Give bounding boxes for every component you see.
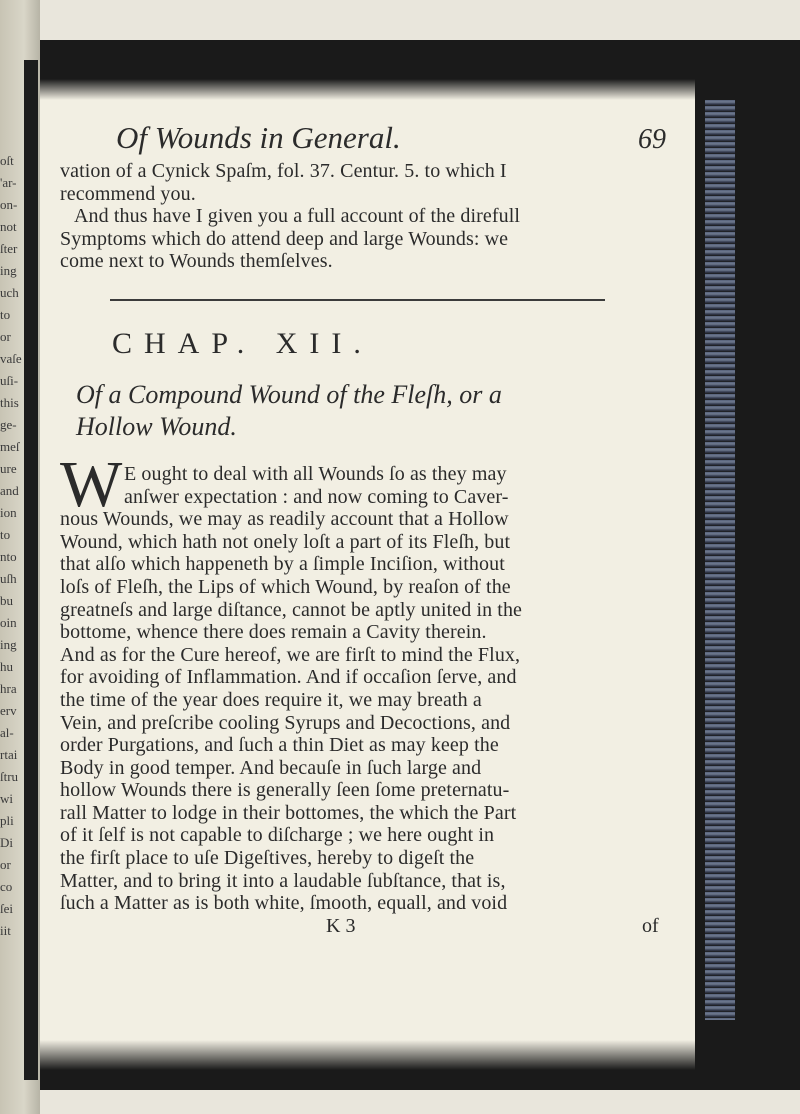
text-line: E ought to deal with all Wounds ſo as they may xyxy=(124,462,507,485)
chapter-heading: CHAP. XII. xyxy=(112,326,373,360)
chapter-title xyxy=(76,379,700,443)
facing-page-fragment: pli xyxy=(0,813,14,828)
page-number: 69 xyxy=(638,124,666,155)
text-line: anſwer expectation : and now coming to Caver- xyxy=(124,485,509,508)
text-line: come next to Wounds themſelves. xyxy=(60,250,333,273)
facing-page-fragment: ing xyxy=(0,637,17,652)
running-head-title: Of Wounds in General. xyxy=(116,120,401,155)
text-line: of it ſelf is not capable to diſcharge ; we here ought in xyxy=(60,824,495,847)
text-line: Matter, and to bring it into a laudable ſubſtance, that is, xyxy=(60,869,506,892)
facing-page-fragment: hra xyxy=(0,681,17,696)
body-paragraph xyxy=(60,447,700,915)
facing-page-text-fragments xyxy=(0,150,24,942)
drop-cap: W xyxy=(60,447,123,521)
facing-page-edge xyxy=(0,0,40,1114)
signature-mark: K 3 xyxy=(326,914,356,937)
text-line: hollow Wounds there is generally ſeen ſome preternatu- xyxy=(60,779,510,802)
text-line: the firſt place to uſe Digeſtives, hereby to digeſt the xyxy=(60,847,475,870)
facing-page-fragment: oin xyxy=(0,615,17,630)
page-footer xyxy=(60,915,700,937)
text-line: greatneſs and large diſtance, cannot be aptly united in the xyxy=(60,598,523,621)
facing-page-fragment: 'ar- xyxy=(0,175,17,190)
facing-page-fragment: erv xyxy=(0,703,17,718)
facing-page-fragment: not xyxy=(0,219,17,234)
text-line: ſuch a Matter as is both white, ſmooth, equall, and void xyxy=(60,892,508,915)
facing-page-fragment: oſt xyxy=(0,153,14,168)
facing-page-fragment: ion xyxy=(0,505,17,520)
text-line: vation of a Cynick Spaſm, fol. 37. Centur. 5. to which I xyxy=(60,160,507,182)
facing-page-fragment: ge- xyxy=(0,417,17,432)
text-line: bottome, whence there does remain a Cavity therein. xyxy=(60,621,487,644)
opening-lines xyxy=(60,160,700,273)
section-rule xyxy=(110,299,605,301)
page-text xyxy=(60,120,700,937)
text-line: order Purgations, and ſuch a thin Diet as may keep the xyxy=(60,734,499,757)
facing-page-fragment: uſi- xyxy=(0,373,19,388)
text-line: that alſo which happeneth by a ſimple Inciſion, without xyxy=(60,553,505,576)
text-line: rall Matter to lodge in their bottomes, the which the Part xyxy=(60,801,517,824)
chapter-title-line: Of a Compound Wound of the Fleſh, or a xyxy=(76,379,502,409)
facing-page-fragment: ure xyxy=(0,461,17,476)
facing-page-fragment: ing xyxy=(0,263,17,278)
text-line: Vein, and preſcribe cooling Syrups and Decoctions, and xyxy=(60,711,511,734)
facing-page-fragment: rtai xyxy=(0,747,18,762)
text-line: loſs of Fleſh, the Lips of which Wound, by reaſon of the xyxy=(60,575,511,598)
facing-page-fragment: nto xyxy=(0,549,17,564)
facing-page-fragment: bu xyxy=(0,593,13,608)
facing-page-fragment: to xyxy=(0,527,11,542)
text-line: the time of the year does require it, we may breath a xyxy=(60,688,482,711)
facing-page-fragment: wi xyxy=(0,791,13,806)
page-edges xyxy=(705,100,735,1020)
text-line: for avoiding of Inflammation. And if occaſion ſerve, and xyxy=(60,666,517,689)
bottom-scan-shadow xyxy=(40,1040,800,1090)
running-head xyxy=(60,120,700,160)
facing-page-fragment: uch xyxy=(0,285,19,300)
text-line: Body in good temper. And becauſe in ſuch large and xyxy=(60,756,482,779)
facing-page-fragment: vaſe xyxy=(0,351,22,366)
top-scan-shadow xyxy=(40,40,800,100)
facing-page-fragment: and xyxy=(0,483,19,498)
facing-page-fragment: meſ xyxy=(0,439,20,454)
facing-page-fragment: on- xyxy=(0,197,18,212)
facing-page-fragment: al- xyxy=(0,725,14,740)
text-line: recommend you. xyxy=(60,182,196,205)
text-line: nous Wounds, we may as readily account that a Hollow xyxy=(60,508,509,531)
facing-page-fragment: iit xyxy=(0,923,11,938)
facing-page-fragment: uſh xyxy=(0,571,17,586)
facing-page-fragment: or xyxy=(0,329,11,344)
facing-page-fragment: co xyxy=(0,879,13,894)
text-line: And as for the Cure hereof, we are firſt to mind the Flux, xyxy=(60,643,521,666)
text-line: Symptoms which do attend deep and large Wounds: we xyxy=(60,227,509,250)
chapter-title-line: Hollow Wound. xyxy=(76,411,237,441)
facing-page-fragment: ſei xyxy=(0,901,13,916)
gutter-shadow xyxy=(24,60,38,1080)
facing-page-fragment: hu xyxy=(0,659,13,674)
book-fore-edge xyxy=(695,40,800,1085)
facing-page-fragment: this xyxy=(0,395,19,410)
facing-page-fragment: Di xyxy=(0,835,13,850)
facing-page-fragment: or xyxy=(0,857,11,872)
text-line: And thus have I given you a full account of the direfull xyxy=(74,205,521,228)
facing-page-fragment: ſtru xyxy=(0,769,19,784)
facing-page-fragment: ſter xyxy=(0,241,18,256)
catchword: of xyxy=(642,914,659,937)
facing-page-fragment: to xyxy=(0,307,11,322)
text-line: Wound, which hath not onely loſt a part of its Fleſh, but xyxy=(60,530,511,553)
